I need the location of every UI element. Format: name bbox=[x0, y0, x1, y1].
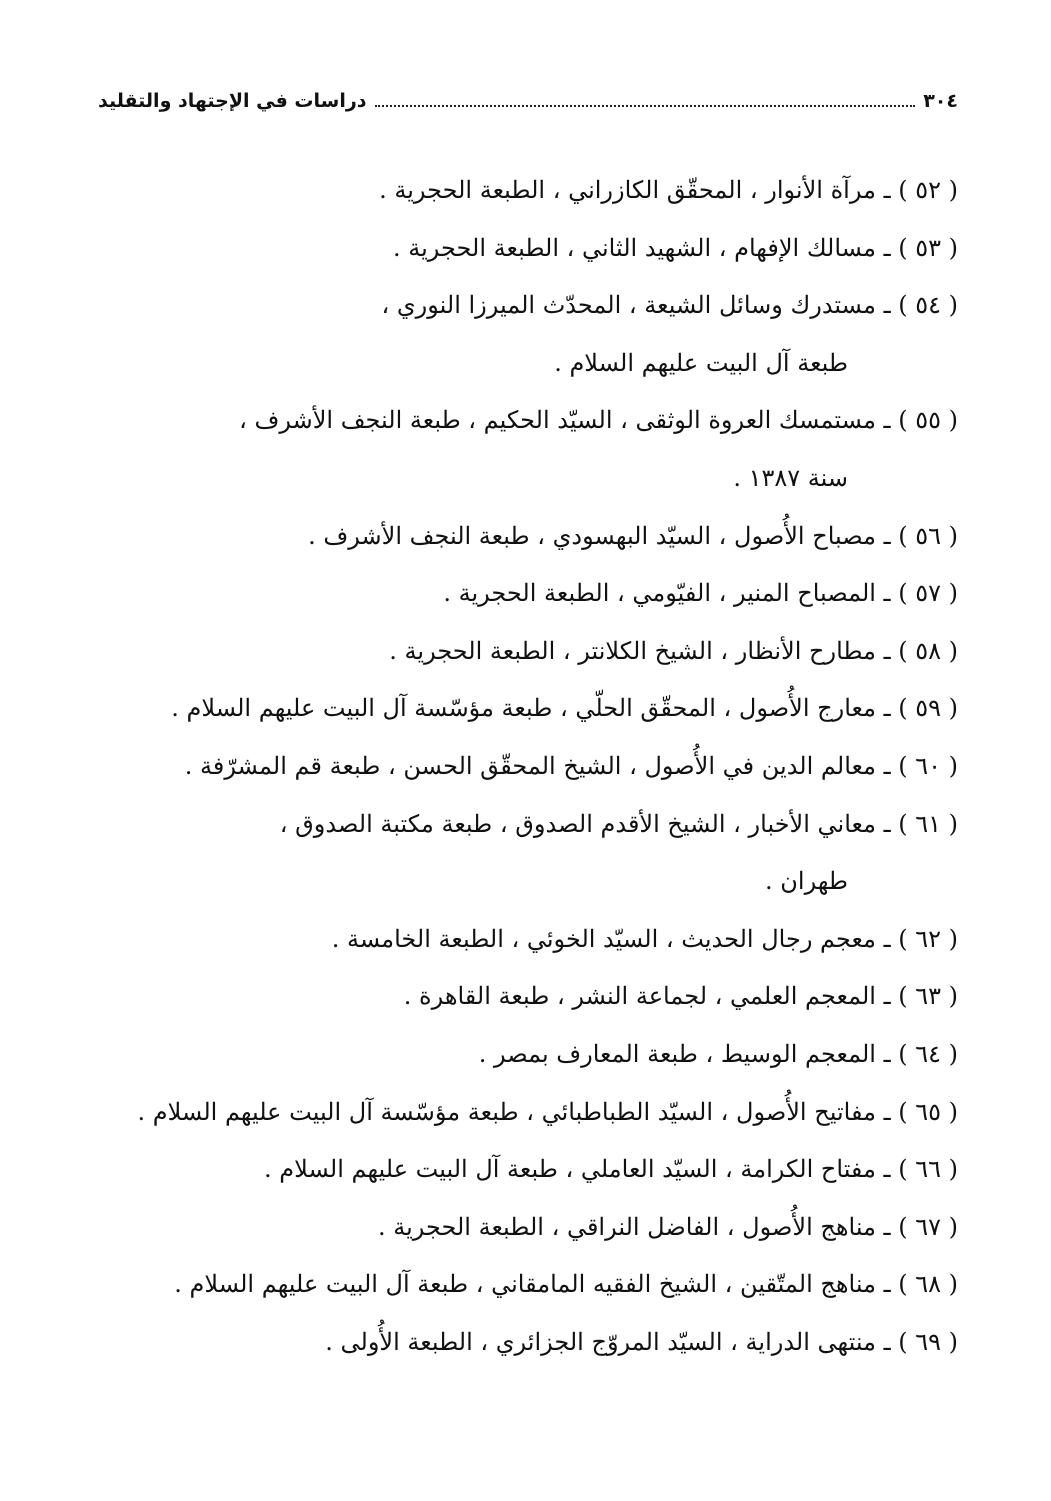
bibliography-entry-61-continued: طهران . bbox=[765, 867, 848, 896]
bibliography-entry-61: ( ٦١ ) ـ معاني الأخبار ، الشيخ الأقدم الصدوق ، طبعة مكتبة الصدوق ، bbox=[279, 809, 958, 838]
bibliography-entry-56: ( ٥٦ ) ـ مصباح الأُصول ، السيّد البهسودي ، طبعة النجف الأشرف . bbox=[308, 521, 958, 550]
bibliography-entry-67: ( ٦٧ ) ـ مناهج الأُصول ، الفاضل النراقي ، الطبعة الحجرية . bbox=[377, 1212, 958, 1241]
bibliography-entry-55-continued: سنة ١٣٨٧ . bbox=[733, 463, 848, 492]
bibliography-entry-63: ( ٦٣ ) ـ المعجم العلمي ، لجماعة النشر ، طبعة القاهرة . bbox=[403, 982, 958, 1011]
bibliography-entry-53: ( ٥٣ ) ـ مسالك الإفهام ، الشهيد الثاني ، الطبعة الحجرية . bbox=[392, 233, 958, 262]
book-title: دراسات في الإجتهاد والتقليد bbox=[98, 90, 367, 112]
page-number: ٣٠٤ bbox=[923, 90, 958, 112]
bibliography-entry-68: ( ٦٨ ) ـ مناهج المتّقين ، الشيخ الفقيه المامقاني ، طبعة آل البيت عليهم السلام . bbox=[174, 1270, 958, 1299]
bibliography-entry-52: ( ٥٢ ) ـ مرآة الأنوار ، المحقّق الكازراني ، الطبعة الحجرية . bbox=[379, 176, 958, 204]
bibliography-entry-60: ( ٦٠ ) ـ معالم الدين في الأُصول ، الشيخ المحقّق الحسن ، طبعة قم المشرّفة . bbox=[184, 751, 958, 780]
bibliography-entry-64: ( ٦٤ ) ـ المعجم الوسيط ، طبعة المعارف بمصر . bbox=[478, 1039, 958, 1068]
bibliography-entry-69: ( ٦٩ ) ـ منتهى الدراية ، السيّد المروّج الجزائري ، الطبعة الأُولى . bbox=[325, 1327, 958, 1356]
bibliography-entry-59: ( ٥٩ ) ـ معارج الأُصول ، المحقّق الحلّي ، طبعة مؤسّسة آل البيت عليهم السلام . bbox=[171, 694, 958, 723]
bibliography-entry-54-continued: طبعة آل البيت عليهم السلام . bbox=[554, 348, 848, 377]
bibliography-list bbox=[90, 162, 958, 1371]
bibliography-entry-66: ( ٦٦ ) ـ مفتاح الكرامة ، السيّد العاملي ، طبعة آل البيت عليهم السلام . bbox=[264, 1155, 958, 1184]
bibliography-entry-57: ( ٥٧ ) ـ المصباح المنير ، الفيّومي ، الطبعة الحجرية . bbox=[443, 579, 958, 608]
bibliography-entry-65: ( ٦٥ ) ـ مفاتيح الأُصول ، السيّد الطباطبائي ، طبعة مؤسّسة آل البيت عليهم السلام . bbox=[137, 1097, 958, 1126]
bibliography-entry-62: ( ٦٢ ) ـ معجم رجال الحديث ، السيّد الخوئي ، الطبعة الخامسة . bbox=[331, 924, 958, 953]
bibliography-entry-55: ( ٥٥ ) ـ مستمسك العروة الوثقى ، السيّد الحكيم ، طبعة النجف الأشرف ، bbox=[239, 406, 958, 435]
bibliography-entry-54: ( ٥٤ ) ـ مستدرك وسائل الشيعة ، المحدّث الميرزا النوري ، bbox=[381, 291, 958, 320]
leader-dots bbox=[375, 105, 916, 107]
running-header bbox=[98, 84, 958, 118]
bibliography-entry-58: ( ٥٨ ) ـ مطارح الأنظار ، الشيخ الكلانتر ، الطبعة الحجرية . bbox=[389, 636, 958, 665]
